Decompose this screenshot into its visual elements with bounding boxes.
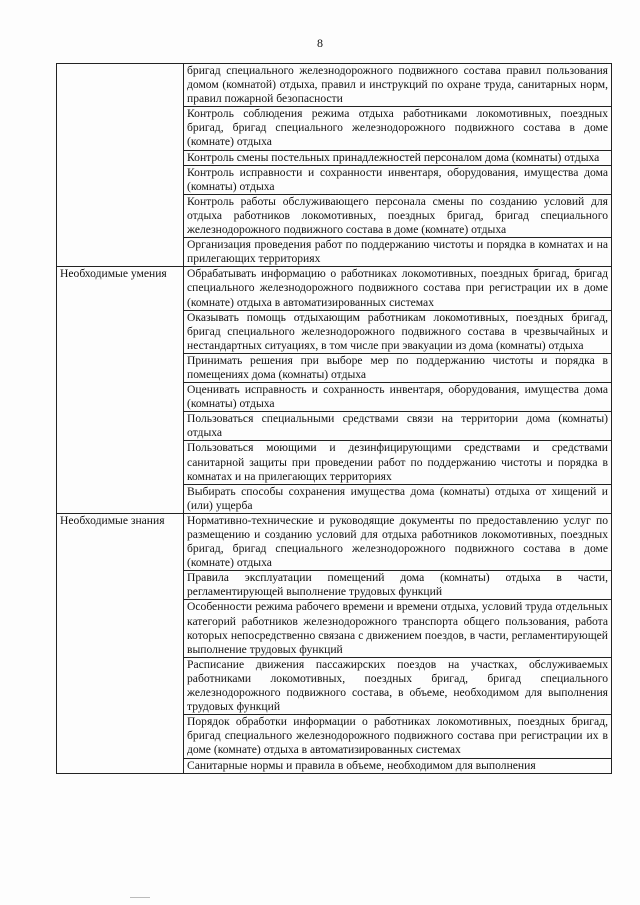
requirement-cell: Пользоваться моющими и дезинфицирующими средствами и средствами санитарной защиты при проведении работ по поддержанию чистоты и порядка в комнатах и на прилегающих территориях [184,441,612,484]
requirement-cell: Контроль соблюдения режима отдыха работниками локомотивных, поездных бригад, бригад специального железнодорожного подвижного состава в доме (комнате) отдыха [184,107,612,150]
requirement-cell: Нормативно-технические и руководящие документы по предоставлению услуг по размещению и созданию условий для отдыха работников локомотивных, поездных бригад, бригад специального железнодорожного подвижного состава в доме (комнате) отдыха [184,513,612,570]
requirement-cell: Обрабатывать информацию о работниках локомотивных, поездных бригад, бригад специального железнодорожного подвижного состава при регистрации их в доме (комнате) отдыха в автоматизированных системах [184,267,612,310]
requirement-cell: Принимать решения при выборе мер по поддержанию чистоты и порядка в помещениях дома (комнаты) отдыха [184,353,612,382]
requirement-cell: Выбирать способы сохранения имущества дома (комнаты) отдыха от хищений и (или) ущерба [184,484,612,513]
competency-table-body [57,64,612,774]
requirement-cell: Контроль исправности и сохранности инвентаря, оборудования, имущества дома (комнаты) отдыха [184,165,612,194]
requirement-cell: Санитарные нормы и правила в объеме, необходимом для выполнения [184,758,612,773]
scan-artifact [130,897,150,898]
requirement-cell: Контроль смены постельных принадлежностей персоналом дома (комнаты) отдыха [184,150,612,165]
table-row [57,513,612,570]
requirement-cell: Пользоваться специальными средствами связи на территории дома (комнаты) отдыха [184,412,612,441]
requirement-cell: Оценивать исправность и сохранность инвентаря, оборудования, имущества дома (комнаты) отдыха [184,383,612,412]
requirement-cell: Организация проведения работ по поддержанию чистоты и порядка в комнатах и на прилегающих территориях [184,238,612,267]
table-row [57,267,612,310]
requirement-cell: Оказывать помощь отдыхающим работникам локомотивных, поездных бригад, бригад специального железнодорожного подвижного состава в чрезвычайных и нестандартных ситуациях, в том числе при эвакуации из дома (комнаты) отдыха [184,310,612,353]
requirement-cell: Расписание движения пассажирских поездов на участках, обслуживаемых работниками локомотивных, поездных бригад, бригад специального железнодорожного подвижного состава, в объеме, необходимом для выполнения трудовых функций [184,657,612,714]
section-label [57,64,184,267]
requirement-cell: Порядок обработки информации о работниках локомотивных, поездных бригад, бригад специального железнодорожного подвижного состава при регистрации их в доме (комнате) отдыха в автоматизированных системах [184,715,612,758]
table-row [57,64,612,107]
requirement-cell: Контроль работы обслуживающего персонала смены по созданию условий для отдыха работников локомотивных, поездных бригад, бригад специального железнодорожного подвижного состава в доме (комнате) отдыха [184,194,612,237]
requirement-cell: Правила эксплуатации помещений дома (комнаты) отдыха в части, регламентирующей выполнение трудовых функций [184,571,612,600]
requirement-cell: Особенности режима рабочего времени и времени отдыха, условий труда отдельных категорий работников железнодорожного транспорта общего пользования, работа которых непосредственно связана с движением поездов, в части, регламентирующей выполнение трудовых функций [184,600,612,657]
page-number: 8 [317,36,323,50]
section-label: Необходимые умения [57,267,184,514]
competency-table [56,63,612,774]
requirement-cell: бригад специального железнодорожного подвижного состава правил пользования домом (комнатой) отдыха, правил и инструкций по охране труда, санитарных норм, правил пожарной безопасности [184,64,612,107]
section-label: Необходимые знания [57,513,184,773]
